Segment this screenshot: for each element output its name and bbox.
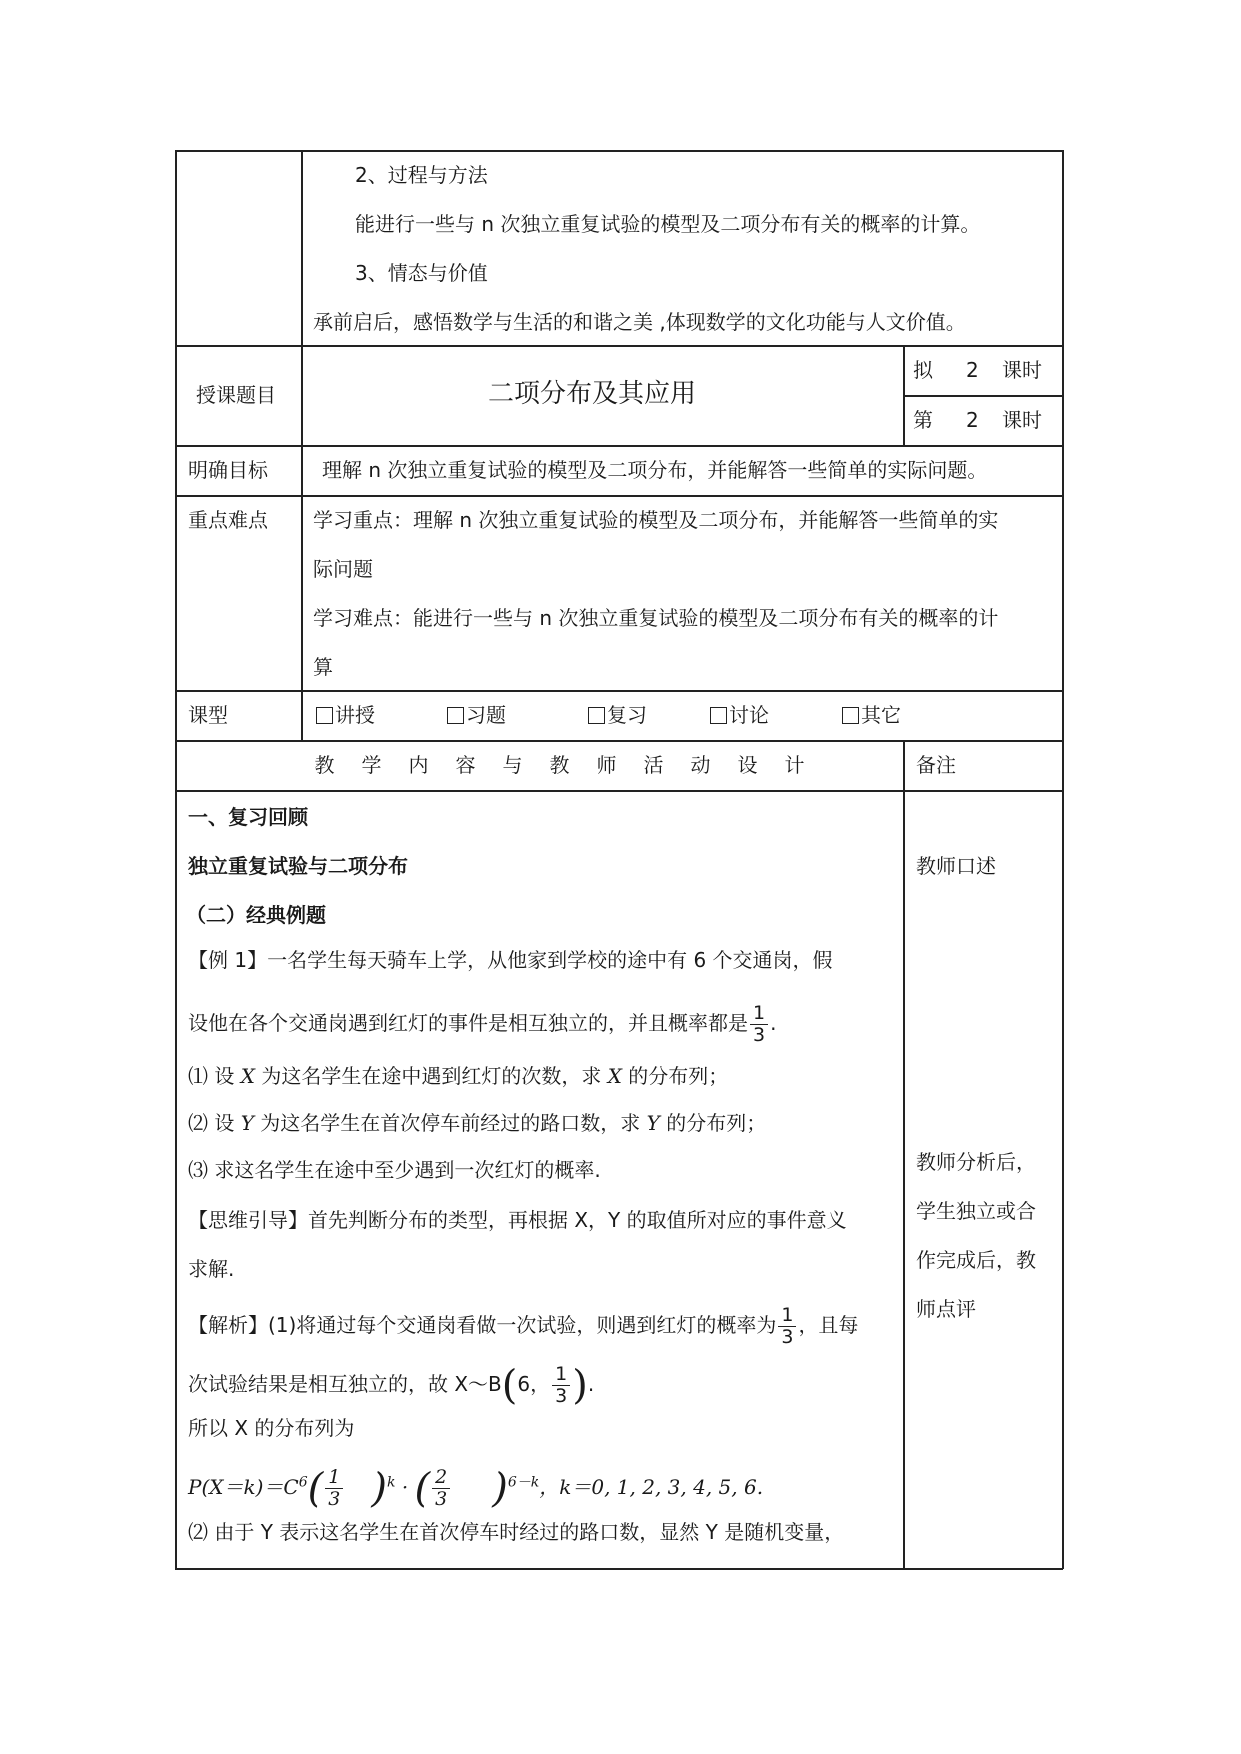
fraction: $\frac{1}{3}$ [325,1468,343,1509]
example-1-line: 设他在各个交通岗遇到红灯的事件是相互独立的，并且概率都是 $\frac{1}{3}$ . [188,1002,777,1046]
note-teacher-comment: 师点评 [916,1297,976,1321]
goal-text: 理解 n 次独立重复试验的模型及二项分布，并能解答一些简单的实际问题。 [322,458,988,482]
note-teacher-comment: 学生独立或合 [916,1199,1036,1223]
lesson-title: 二项分布及其应用 [488,379,697,409]
objective-heading-process: 2、过程与方法 [355,163,488,187]
goal-label: 明确目标 [188,458,268,482]
binomial-formula: $P(X=k)=C^6$( $\frac{1}{3}$ )$^k$ · ( $\frac{2}{3}$ )$^{6-k}$，k＝0, 1, 2, 3, 4, 5, 6. [188,1465,764,1512]
label-column-divider [301,150,303,741]
planned-periods-count: 2 [966,358,979,382]
row-divider [175,740,1063,742]
section-heading-review: 一、复习回顾 [188,805,308,829]
row-divider [175,495,1063,497]
question-2: ⑵ 设 Y 为这名学生在首次停车前经过的路口数，求 Y 的分布列； [188,1111,767,1135]
lesson-type-option-discussion[interactable]: 讨论 [710,703,769,727]
notes-column-divider [903,740,905,1569]
fraction: $\frac{2}{3}$ [432,1468,450,1509]
distribution-intro: 所以 X 的分布列为 [188,1416,355,1440]
right-paren: ) [371,1465,387,1512]
key-point-line: 学习重点：理解 n 次独立重复试验的模型及二项分布，并能解答一些简单的实 [313,508,999,532]
left-paren: ( [501,1362,518,1409]
left-paren: ( [414,1465,431,1512]
lesson-type-option-exercise[interactable]: 习题 [447,703,506,727]
table-border-top [175,150,1063,152]
period-index-count: 2 [966,408,979,432]
row-divider [175,690,1063,692]
solution-line: ⑵ 由于 Y 表示这名学生在首次停车时经过的路口数，显然 Y 是随机变量， [188,1520,845,1544]
planned-periods-unit: 课时 [1002,358,1042,382]
left-paren: ( [307,1465,324,1512]
note-teacher-comment: 作完成后，教 [916,1248,1036,1272]
objective-text-process: 能进行一些与 n 次独立重复试验的模型及二项分布有关的概率的计算。 [355,212,981,236]
question-3: ⑶ 求这名学生在途中至少遇到一次红灯的概率. [188,1158,601,1182]
checkbox-icon [447,707,464,724]
topic-label: 授课题目 [196,383,276,407]
checkbox-icon [588,707,605,724]
thinking-guide-line: 【思维引导】首先判断分布的类型，再根据 X，Y 的取值所对应的事件意义 [188,1208,847,1232]
difficulty-line: 学习难点：能进行一些与 n 次独立重复试验的模型及二项分布有关的概率的计 [313,606,999,630]
objective-heading-attitude: 3、情态与价值 [355,261,488,285]
period-index-prefix: 第 [913,408,933,432]
fraction: $\frac{1}{3}$ [750,1004,768,1045]
table-border-left [175,150,177,1569]
period-column-divider [903,345,905,446]
right-paren: ) [492,1465,508,1512]
notes-header: 备注 [916,753,956,777]
row-divider [903,395,1063,397]
subheading-binomial: 独立重复试验与二项分布 [188,854,408,878]
key-point-line: 际问题 [313,557,373,581]
objective-text-attitude: 承前启后，感悟数学与生活的和谐之美 ,体现数学的文化功能与人文价值。 [313,310,966,334]
key-points-label: 重点难点 [188,508,268,532]
fraction: $\frac{1}{3}$ [552,1365,570,1406]
lesson-type-option-review[interactable]: 复习 [588,703,647,727]
row-divider [175,445,1063,447]
subheading-examples: （二）经典例题 [186,903,326,927]
note-teacher-narration: 教师口述 [916,854,996,878]
solution-line: 【解析】(1)将通过每个交通岗看做一次试验，则遇到红灯的概率为 $\frac{1}{3}$ ，且每 [188,1304,859,1348]
solution-line: 次试验结果是相互独立的，故 X～B(6， $\frac{1}{3}$ ). [188,1362,595,1409]
checkbox-icon [710,707,727,724]
table-border-bottom [175,1568,1063,1570]
checkbox-icon [842,707,859,724]
lesson-type-option-lecture[interactable]: 讲授 [316,703,375,727]
difficulty-line: 算 [313,655,333,679]
note-teacher-comment: 教师分析后， [916,1150,1036,1174]
design-header: 教 学 内 容 与 教 师 活 动 设 计 [314,753,805,777]
example-1-line: 【例 1】一名学生每天骑车上学，从他家到学校的途中有 6 个交通岗，假 [188,948,833,972]
checkbox-icon [316,707,333,724]
row-divider [175,790,1063,792]
planned-periods-prefix: 拟 [913,358,933,382]
thinking-guide-line: 求解. [188,1257,235,1281]
lesson-type-option-other[interactable]: 其它 [842,703,901,727]
table-border-right [1062,150,1064,1569]
fraction: $\frac{1}{3}$ [778,1306,796,1347]
question-1: ⑴ 设 X 为这名学生在途中遇到红灯的次数，求 X 的分布列； [188,1064,729,1088]
lesson-type-label: 课型 [188,703,228,727]
row-divider [175,345,1063,347]
period-index-unit: 课时 [1002,408,1042,432]
right-paren: ) [572,1362,588,1409]
